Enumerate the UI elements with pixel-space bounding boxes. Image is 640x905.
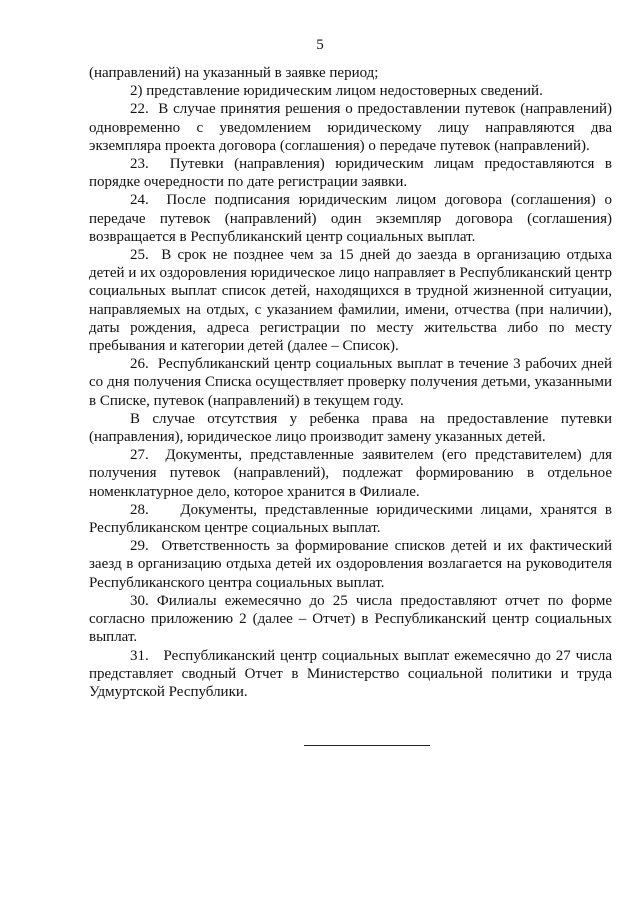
page-number: 5 [316, 37, 324, 53]
paragraph-item-26-note: В случае отсутствия у ребенка права на предоставление путевки (направления), юридическое лицо производит замену указанных детей. [89, 410, 612, 446]
paragraph-item-23: 23. Путевки (направления) юридическим лицам предоставляются в порядке очередности по дате регистрации заявки. [89, 156, 612, 191]
paragraph-item-25: 25. В срок не позднее чем за 15 дней до заезда в организацию отдыха детей и их оздоровления юридическое лицо направляет в Республиканский центр социальных выплат список детей, находящихся в трудной жизненной ситуации, направляемых на отдых, с указанием фамилии, имени, отчества (при наличии), даты рождения, адреса регистрации по месту жительства либо по месту пребывания и категории детей (далее – Список). [89, 247, 612, 355]
paragraph-item-22: 22. В случае принятия решения о предоставлении путевок (направлений) одновременно с уведомлением юридическому лицу направляются два экземпляра проекта договора (соглашения) о передаче путевок (направлений). [89, 101, 612, 154]
paragraph-item-27: 27. Документы, представленные заявителем (его представителем) для получения путевок (направлений), подлежат формированию в отдельное номенклатурное дело, которое хранится в Филиале. [89, 447, 612, 500]
paragraph-item-24: 24. После подписания юридическим лицом договора (соглашения) о передаче путевок (направлений) один экземпляр договора (соглашения) возвращается в Республиканский центр социальных выплат. [89, 192, 612, 245]
paragraph-item-29: 29. Ответственность за формирование списков детей и их фактический заезд в организацию отдыха детей их оздоровления возлагается на руководителя Республиканского центра социальных выплат. [89, 538, 612, 591]
end-of-document-rule [304, 745, 430, 746]
paragraph-item-30: 30. Филиалы ежемесячно до 25 числа предоставляют отчет по форме согласно приложению 2 (далее – Отчет) в Республиканский центр социальных выплат. [89, 592, 612, 646]
paragraph-continuation: (направлений) на указанный в заявке период; [89, 65, 379, 81]
paragraph-item-28: 28. Документы, представленные юридическими лицами, хранятся в Республиканском центре социальных выплат. [89, 501, 612, 537]
document-body [89, 64, 612, 701]
paragraph-item-31: 31. Республиканский центр социальных выплат ежемесячно до 27 числа представляет сводный Отчет в Министерство социальной политики и труда Удмуртской Республики. [89, 647, 612, 700]
paragraph-item-2: 2) представление юридическим лицом недостоверных сведений. [130, 83, 543, 100]
paragraph-item-26: 26. Республиканский центр социальных выплат в течение 3 рабочих дней со дня получения Списка осуществляет проверку получения детьми, указанными в Списке, путевок (направлений) в текущем году. [89, 356, 612, 409]
